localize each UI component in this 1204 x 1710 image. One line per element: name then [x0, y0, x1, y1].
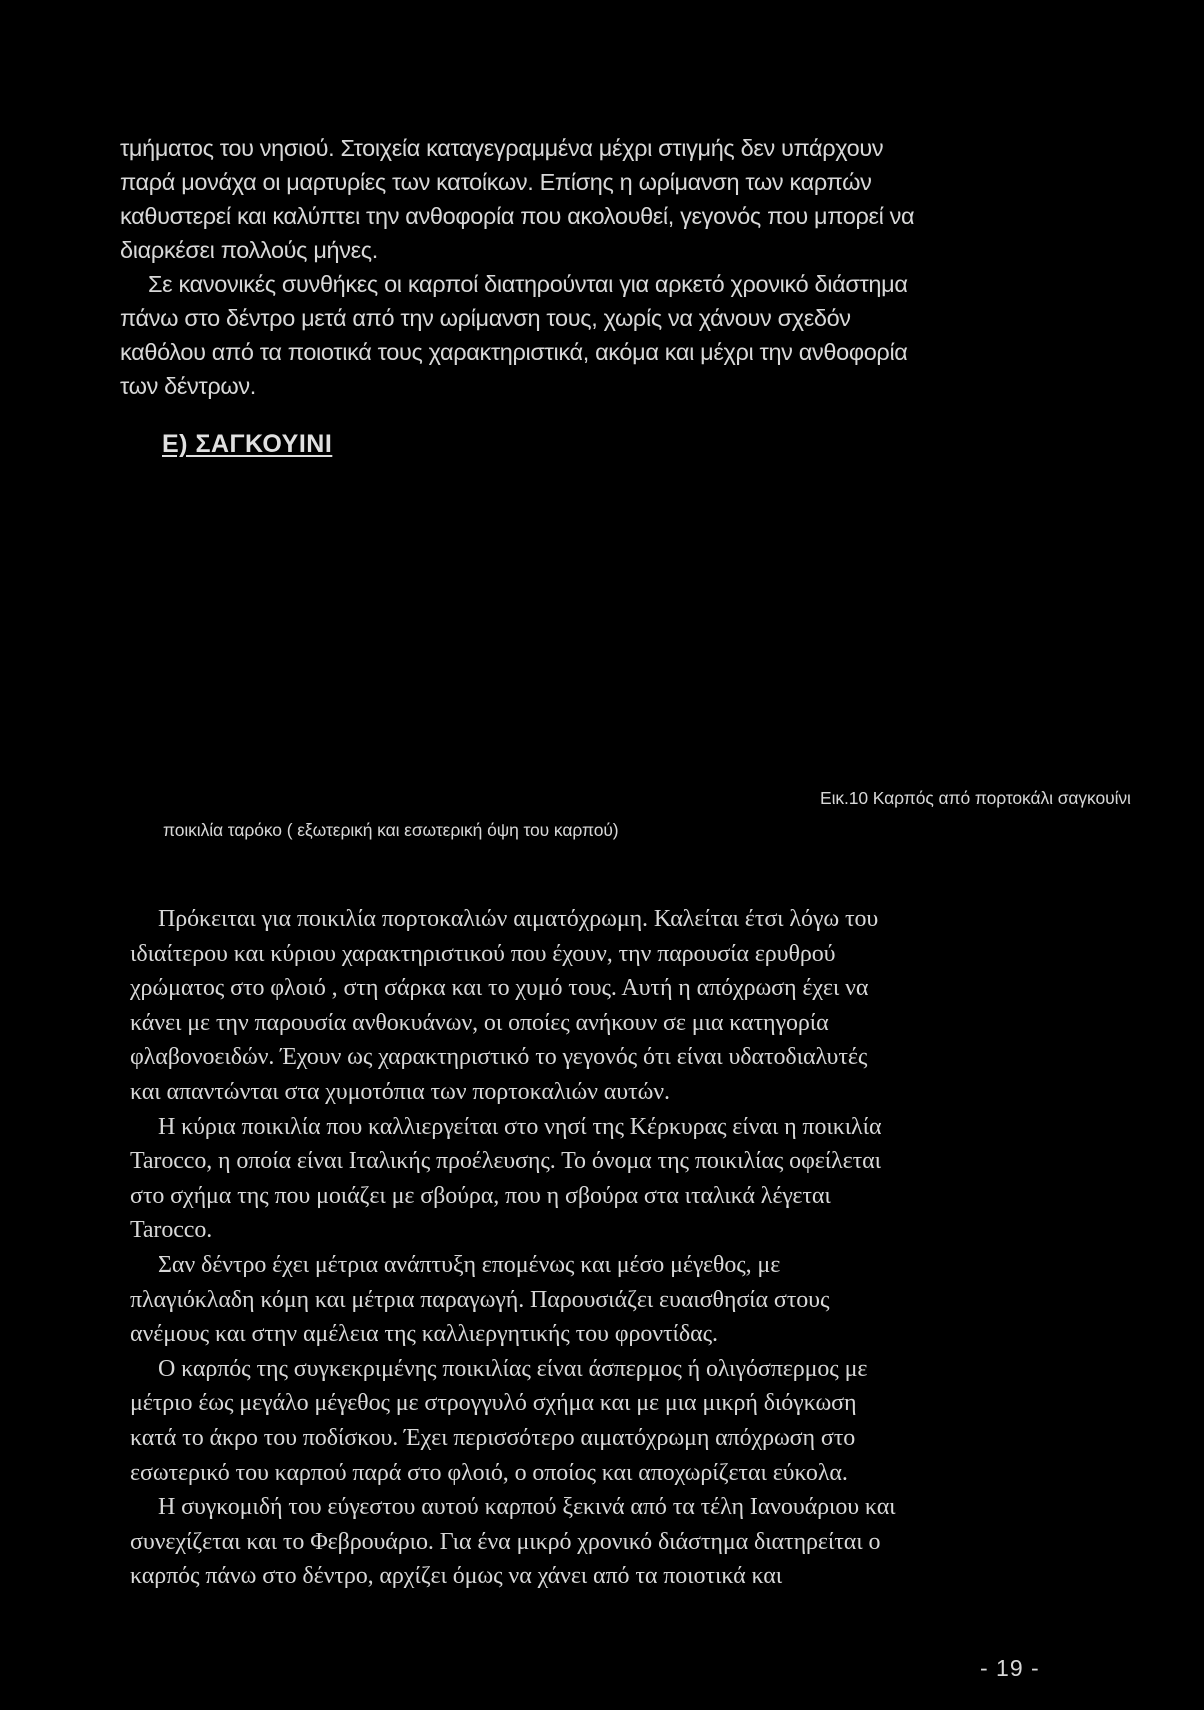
text-line: μέτριο έως μεγάλο μέγεθος με στρογγυλό σχήμα και με μια μικρή διόγκωση [130, 1390, 857, 1417]
text-line: εσωτερικό του καρπού παρά στο φλοιό, ο οποίος και αποχωρίζεται εύκολα. [130, 1459, 848, 1486]
text-line: διαρκέσει πολλούς μήνες. [120, 237, 378, 263]
text-line: Η συγκομιδή του εύγεστου αυτού καρπού ξεκινά από τα τέλη Ιανουάριου και [158, 1494, 896, 1521]
figure-image-placeholder [150, 480, 1030, 770]
text-line: συνεχίζεται και το Φεβρουάριο. Για ένα μικρό χρονικό διάστημα διατηρείται ο [130, 1528, 881, 1555]
text-line: κάνει με την παρουσία ανθοκυάνων, οι οποίες ανήκουν σε μια κατηγορία [130, 1009, 829, 1036]
paragraph-flowering-continuation [120, 131, 1060, 403]
figure-caption-line-2: ποικιλία ταρόκο ( εξωτερική και εσωτερική όψη του καρπού) [163, 820, 619, 840]
text-line: των δέντρων. [120, 373, 256, 399]
text-line: τμήματος του νησιού. Στοιχεία καταγεγραμμένα μέχρι στιγμής δεν υπάρχουν [120, 135, 884, 161]
text-line: χρώματος στο φλοιό , στη σάρκα και το χυμό τους. Αυτή η απόχρωση έχει να [130, 975, 869, 1002]
text-line: καθυστερεί και καλύπτει την ανθοφορία που ακολουθεί, γεγονός που μπορεί να [120, 203, 915, 229]
text-line: πλαγιόκλαδη κόμη και μέτρια παραγωγή. Παρουσιάζει ευαισθησία στους [130, 1286, 830, 1313]
text-line: Σε κανονικές συνθήκες οι καρποί διατηρούνται για αρκετό χρονικό διάστημα [148, 271, 908, 297]
text-line: Tarocco, η οποία είναι Ιταλικής προέλευσης. Το όνομα της ποικιλίας οφείλεται [130, 1148, 882, 1175]
text-line: καθόλου από τα ποιοτικά τους χαρακτηριστικά, ακόμα και μέχρι την ανθοφορία [120, 339, 908, 365]
text-line: ιδιαίτερου και κύριου χαρακτηριστικού που έχουν, την παρουσία ερυθρού [130, 940, 836, 967]
text-line: Ο καρπός της συγκεκριμένης ποικιλίας είναι άσπερμος ή ολιγόσπερμος με [158, 1355, 868, 1382]
text-line: Tarocco. [130, 1217, 213, 1244]
text-line: στο σχήμα της που μοιάζει με σβούρα, που η σβούρα στα ιταλικά λέγεται [130, 1182, 831, 1209]
text-line: φλαβονοειδών. Έχουν ως χαρακτηριστικό το γεγονός ότι είναι υδατοδιαλυτές [130, 1044, 868, 1071]
section-body-text [130, 902, 1090, 1594]
text-line: Σαν δέντρο έχει μέτρια ανάπτυξη επομένως και μέσο μέγεθος, με [158, 1251, 781, 1278]
text-line: πάνω στο δέντρο μετά από την ωρίμανση τους, χωρίς να χάνουν σχεδόν [120, 305, 851, 331]
text-line: Πρόκειται για ποικιλία πορτοκαλιών αιματόχρωμη. Καλείται έτσι λόγω του [158, 906, 879, 932]
figure-caption-line-1: Εικ.10 Καρπός από πορτοκάλι σαγκουίνι [820, 788, 1131, 808]
section-heading: Ε) ΣΑΓΚΟΥΙΝΙ [162, 430, 333, 458]
page-number: - 19 - [980, 1655, 1040, 1681]
text-line: Η κύρια ποικιλία που καλλιεργείται στο νησί της Κέρκυρας είναι η ποικιλία [158, 1113, 882, 1140]
text-line: και απαντώνται στα χυμοτόπια των πορτοκαλιών αυτών. [130, 1078, 670, 1105]
text-line: καρπός πάνω στο δέντρο, αρχίζει όμως να χάνει από τα ποιοτικά και [130, 1563, 783, 1590]
text-line: κατά το άκρο του ποδίσκου. Έχει περισσότερο αιματόχρωμη απόχρωση στο [130, 1424, 856, 1451]
text-line: ανέμους και στην αμέλεια της καλλιεργητικής του φροντίδας. [130, 1321, 718, 1348]
text-line: παρά μονάχα οι μαρτυρίες των κατοίκων. Επίσης η ωρίμανση των καρπών [120, 169, 872, 195]
